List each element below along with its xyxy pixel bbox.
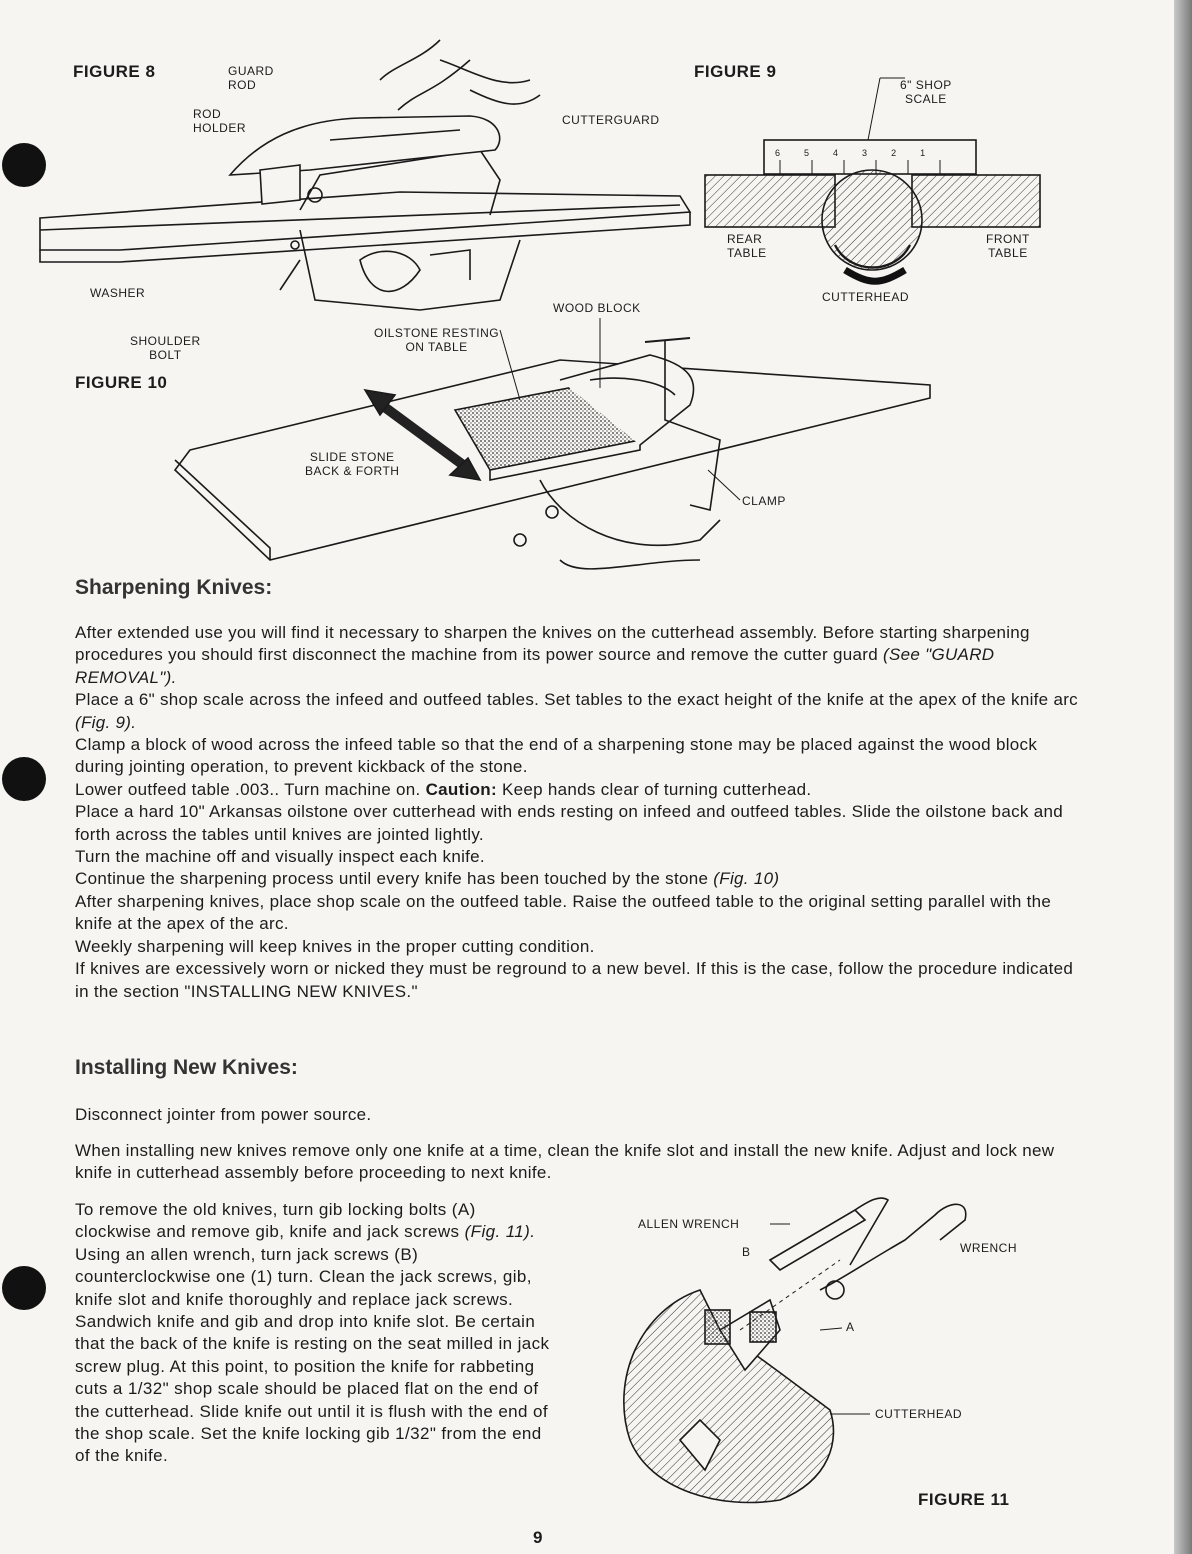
sharpening-heading: Sharpening Knives: <box>75 576 273 599</box>
figure-10-drawing <box>175 318 930 569</box>
paragraph: Weekly sharpening will keep knives in the proper cutting condition. <box>75 936 595 956</box>
allen-wrench-label: ALLEN WRENCH <box>638 1217 740 1231</box>
paragraph: Place a 6" shop scale across the infeed and outfeed tables. Set tables to the exact height of the knife at the apex of the knife arc (Fig. 9). <box>75 690 1078 732</box>
paragraph: Continue the sharpening process until every knife has been touched by the stone (Fig. 10) <box>75 869 780 889</box>
paragraph: After extended use you will find it necessary to sharpen the knives on the cutterhead assembly. Before starting sharpening procedures you should first disconnect the machine from its power source and remove the cutter guard (See "GUARD REMOVAL"). <box>75 623 1030 687</box>
shoulder-bolt-label: SHOULDER BOLT <box>130 334 201 362</box>
figure-9-title: FIGURE 9 <box>694 62 777 81</box>
figure-10-title: FIGURE 10 <box>75 373 168 392</box>
front-table-label: FRONT TABLE <box>986 232 1030 260</box>
paragraph: Clamp a block of wood across the infeed table so that the end of a sharpening stone may be placed against the wood block during jointing operation, to prevent kickback of the stone. <box>75 735 1038 777</box>
figure-8-title: FIGURE 8 <box>73 62 156 81</box>
guard-rod-label: GUARD ROD <box>228 64 274 92</box>
cutterguard-label: CUTTERGUARD <box>562 113 660 127</box>
installing-paragraph-2: When installing new knives remove only one knife at a time, clean the knife slot and install the new knife. Adjust and lock new knife in cutterhead assembly before proceeding to next knife. <box>75 1141 1055 1183</box>
label-a: A <box>846 1320 855 1334</box>
paragraph: Place a hard 10" Arkansas oilstone over cutterhead with ends resting on infeed and outfeed tables. Slide the oilstone back and forth across the tables until knives are jointed lightly. <box>75 802 1063 844</box>
paragraph: After sharpening knives, place shop scale on the outfeed table. Raise the outfeed table to the original setting parallel with the knife at the apex of the arc. <box>75 891 1052 934</box>
wrench-label: WRENCH <box>960 1241 1017 1255</box>
scale-marks: 654321 <box>775 148 950 158</box>
wood-block-label: WOOD BLOCK <box>553 301 641 315</box>
cutterhead-label-fig11: CUTTERHEAD <box>875 1407 963 1421</box>
clamp-label: CLAMP <box>742 494 786 508</box>
label-b: B <box>742 1245 751 1259</box>
installing-paragraph-3: To remove the old knives, turn gib locking bolts (A) clockwise and remove gib, knife and jack screws (Fig. 11). Using an allen wrench, turn jack screws (B) counterclockwise one (1) turn. Clean the jack screws, gib, knife slot and knife thoroughly and replace jack screws. Sandwich knife and gib and drop into knife slot. Be certain that the back of the knife is resting on the seat milled in jack screw plug. At this point, to position the knife for rabbeting cuts a 1/32" shop scale should be placed flat on the end of the cutterhead. Slide knife out until it is flush with the end of the shop scale. Set the knife locking gib 1/32" from the end of the knife. <box>75 1200 550 1466</box>
oilstone-label: OILSTONE RESTING ON TABLE <box>374 326 500 354</box>
slide-stone-label: SLIDE STONE BACK & FORTH <box>305 450 400 478</box>
paragraph: Lower outfeed table .003.. Turn machine on. Caution: Keep hands clear of turning cutterhead. <box>75 779 812 799</box>
paragraph: Turn the machine off and visually inspect each knife. <box>75 847 485 867</box>
washer-label: WASHER <box>90 286 146 300</box>
rod-holder-label: ROD HOLDER <box>193 107 247 135</box>
installing-heading: Installing New Knives: <box>75 1056 298 1079</box>
page-number: 9 <box>533 1528 543 1547</box>
sharpening-body <box>75 622 1078 1003</box>
rear-table-label: REAR TABLE <box>727 232 767 260</box>
shop-scale-label: 6" SHOP SCALE <box>900 78 952 106</box>
figure-11-title: FIGURE 11 <box>918 1490 1010 1509</box>
figure-11-drawing <box>624 1198 966 1502</box>
paragraph: If knives are excessively worn or nicked they must be reground to a new bevel. If this is the case, follow the procedure indicated in the section "INSTALLING NEW KNIVES." <box>75 959 1074 1001</box>
installing-intro: Disconnect jointer from power source. <box>75 1105 372 1124</box>
cutterhead-label-fig9: CUTTERHEAD <box>822 290 910 304</box>
